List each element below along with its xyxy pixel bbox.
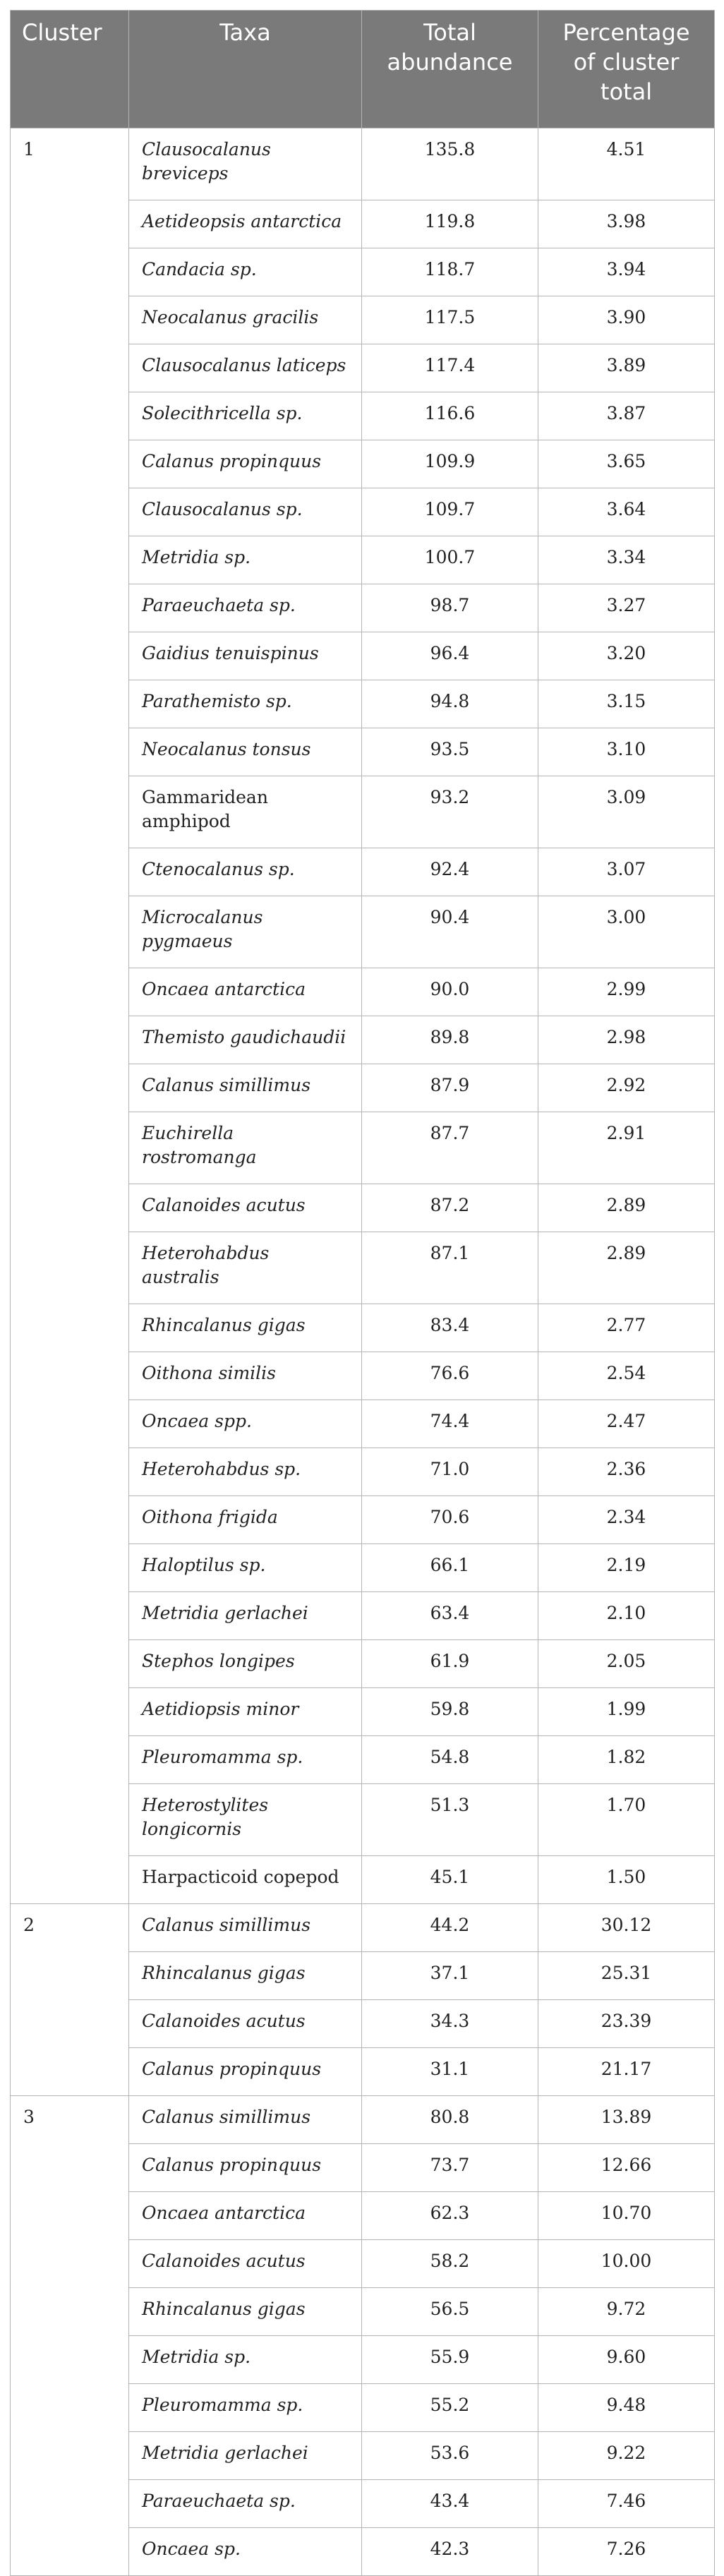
- taxa-name: Parathemisto sp.: [142, 691, 292, 711]
- abundance-cell: 43.4: [362, 2480, 538, 2528]
- taxa-cell: [129, 1232, 362, 1304]
- percentage-cell: 1.82: [538, 1736, 715, 1784]
- taxa-name: Candacia sp.: [142, 259, 257, 279]
- percentage-cell: 1.99: [538, 1688, 715, 1736]
- abundance-cell: 54.8: [362, 1736, 538, 1784]
- taxa-cell: [129, 680, 362, 728]
- percentage-cell: 1.50: [538, 1856, 715, 1904]
- taxa-cell: [129, 2528, 362, 2576]
- percentage-cell: 1.70: [538, 1784, 715, 1856]
- taxa-name: Calanus simillimus: [142, 2107, 311, 2127]
- percentage-cell: 9.48: [538, 2384, 715, 2432]
- abundance-cell: 109.9: [362, 440, 538, 488]
- taxa-name: Ctenocalanus sp.: [142, 859, 295, 879]
- taxa-name: Euchirella rostromanga: [142, 1123, 257, 1167]
- abundance-cell: 92.4: [362, 848, 538, 896]
- taxa-cell: [129, 632, 362, 680]
- percentage-cell: 3.00: [538, 896, 715, 968]
- abundance-cell: 44.2: [362, 1904, 538, 1952]
- taxa-name: Neocalanus gracilis: [142, 307, 319, 327]
- taxa-cell: [129, 440, 362, 488]
- taxa-name: Rhincalanus gigas: [142, 1963, 306, 1983]
- taxa-name: Metridia gerlachei: [142, 1603, 308, 1623]
- abundance-cell: 80.8: [362, 2096, 538, 2144]
- abundance-cell: 74.4: [362, 1400, 538, 1448]
- taxa-name: Heterohabdus australis: [142, 1243, 270, 1287]
- abundance-cell: 87.1: [362, 1232, 538, 1304]
- taxa-name: Neocalanus tonsus: [142, 739, 311, 759]
- taxa-name: Heterostylites longicornis: [142, 1795, 269, 1839]
- taxa-name: Stephos longipes: [142, 1651, 295, 1671]
- percentage-cell: 3.27: [538, 584, 715, 632]
- taxa-cell: [129, 296, 362, 344]
- taxa-name: Aetidiopsis minor: [142, 1699, 299, 1719]
- abundance-cell: 118.7: [362, 248, 538, 296]
- percentage-cell: 3.98: [538, 200, 715, 248]
- abundance-cell: 51.3: [362, 1784, 538, 1856]
- taxa-name: Oncaea spp.: [142, 1411, 252, 1431]
- abundance-cell: 71.0: [362, 1448, 538, 1496]
- abundance-cell: 87.2: [362, 1184, 538, 1232]
- abundance-cell: 93.5: [362, 728, 538, 776]
- percentage-cell: 9.72: [538, 2288, 715, 2336]
- abundance-cell: 34.3: [362, 2000, 538, 2048]
- taxa-name: Themisto gaudichaudii: [142, 1027, 346, 1047]
- taxa-cell: [129, 2240, 362, 2288]
- taxa-name: Clausocalanus laticeps: [142, 355, 346, 375]
- taxa-cell: [129, 584, 362, 632]
- abundance-cell: 61.9: [362, 1640, 538, 1688]
- taxa-cell: [129, 2480, 362, 2528]
- taxa-cell: [129, 2096, 362, 2144]
- taxa-cell: [129, 200, 362, 248]
- taxa-cell: [129, 1112, 362, 1184]
- taxa-cell: [129, 728, 362, 776]
- table-body: [11, 128, 715, 2576]
- taxa-cell: [129, 776, 362, 848]
- percentage-cell: 2.98: [538, 1016, 715, 1064]
- taxa-name: Heterohabdus sp.: [142, 1459, 301, 1479]
- taxa-name: Calanus simillimus: [142, 1075, 311, 1095]
- percentage-cell: 2.34: [538, 1496, 715, 1544]
- percentage-cell: 23.39: [538, 2000, 715, 2048]
- taxa-cell: [129, 1640, 362, 1688]
- table-row: [11, 1904, 715, 1952]
- taxa-cell: [129, 896, 362, 968]
- percentage-cell: 3.89: [538, 344, 715, 392]
- abundance-cell: 100.7: [362, 536, 538, 584]
- cluster-cell: 1: [11, 128, 129, 1904]
- abundance-table: [10, 10, 715, 2576]
- percentage-cell: 25.31: [538, 1952, 715, 2000]
- taxa-cell: [129, 488, 362, 536]
- taxa-cell: [129, 848, 362, 896]
- taxa-cell: [129, 1784, 362, 1856]
- header-taxa: Taxa: [129, 11, 362, 128]
- percentage-cell: 2.19: [538, 1544, 715, 1592]
- taxa-cell: [129, 2432, 362, 2480]
- percentage-cell: 2.89: [538, 1184, 715, 1232]
- percentage-cell: 10.00: [538, 2240, 715, 2288]
- abundance-cell: 76.6: [362, 1352, 538, 1400]
- taxa-cell: [129, 1592, 362, 1640]
- table-container: [10, 10, 714, 2576]
- header-row: [11, 11, 715, 128]
- taxa-cell: [129, 248, 362, 296]
- taxa-cell: [129, 2144, 362, 2192]
- taxa-name: Calanoides acutus: [142, 2011, 306, 2031]
- abundance-cell: 89.8: [362, 1016, 538, 1064]
- taxa-cell: [129, 392, 362, 440]
- taxa-name: Calanoides acutus: [142, 1195, 306, 1215]
- taxa-name: Metridia sp.: [142, 2347, 251, 2367]
- taxa-name: Metridia sp.: [142, 547, 251, 567]
- percentage-cell: 3.65: [538, 440, 715, 488]
- abundance-cell: 55.9: [362, 2336, 538, 2384]
- taxa-name: Paraeuchaeta sp.: [142, 595, 296, 615]
- percentage-cell: 13.89: [538, 2096, 715, 2144]
- taxa-name: Oncaea sp.: [142, 2539, 241, 2559]
- taxa-cell: [129, 2000, 362, 2048]
- taxa-cell: [129, 1496, 362, 1544]
- taxa-cell: [129, 1544, 362, 1592]
- header-percentage: Percentage of cluster total: [538, 11, 715, 128]
- cluster-cell: 3: [11, 2096, 129, 2576]
- percentage-cell: 10.70: [538, 2192, 715, 2240]
- abundance-cell: 37.1: [362, 1952, 538, 2000]
- abundance-cell: 58.2: [362, 2240, 538, 2288]
- abundance-cell: 117.4: [362, 344, 538, 392]
- taxa-name: Oithona similis: [142, 1363, 276, 1383]
- abundance-cell: 83.4: [362, 1304, 538, 1352]
- percentage-cell: 3.90: [538, 296, 715, 344]
- percentage-cell: 7.26: [538, 2528, 715, 2576]
- taxa-name: Paraeuchaeta sp.: [142, 2491, 296, 2511]
- taxa-name: Oithona frigida: [142, 1507, 278, 1527]
- taxa-name: Oncaea antarctica: [142, 979, 306, 999]
- taxa-cell: [129, 1952, 362, 2000]
- percentage-cell: 2.47: [538, 1400, 715, 1448]
- abundance-cell: 98.7: [362, 584, 538, 632]
- taxa-name: Haloptilus sp.: [142, 1555, 266, 1575]
- abundance-cell: 53.6: [362, 2432, 538, 2480]
- taxa-name: Calanoides acutus: [142, 2251, 306, 2271]
- abundance-cell: 62.3: [362, 2192, 538, 2240]
- percentage-cell: 3.10: [538, 728, 715, 776]
- abundance-cell: 135.8: [362, 128, 538, 200]
- abundance-cell: 56.5: [362, 2288, 538, 2336]
- taxa-cell: [129, 344, 362, 392]
- percentage-cell: 2.10: [538, 1592, 715, 1640]
- abundance-cell: 90.0: [362, 968, 538, 1016]
- percentage-cell: 2.99: [538, 968, 715, 1016]
- abundance-cell: 94.8: [362, 680, 538, 728]
- abundance-cell: 93.2: [362, 776, 538, 848]
- abundance-cell: 109.7: [362, 488, 538, 536]
- taxa-name: Rhincalanus gigas: [142, 1315, 306, 1335]
- taxa-cell: [129, 2192, 362, 2240]
- table-row: [11, 128, 715, 200]
- taxa-cell: [129, 2336, 362, 2384]
- abundance-cell: 90.4: [362, 896, 538, 968]
- taxa-cell: [129, 536, 362, 584]
- percentage-cell: 7.46: [538, 2480, 715, 2528]
- percentage-cell: 12.66: [538, 2144, 715, 2192]
- taxa-cell: [129, 1736, 362, 1784]
- percentage-cell: 2.91: [538, 1112, 715, 1184]
- taxa-name: Gaidius tenuispinus: [142, 643, 319, 663]
- taxa-name: Solecithricella sp.: [142, 403, 303, 423]
- abundance-cell: 70.6: [362, 1496, 538, 1544]
- percentage-cell: 3.94: [538, 248, 715, 296]
- percentage-cell: 2.54: [538, 1352, 715, 1400]
- taxa-cell: [129, 968, 362, 1016]
- taxa-name: Calanus propinquus: [142, 2059, 322, 2079]
- percentage-cell: 3.09: [538, 776, 715, 848]
- percentage-cell: 2.92: [538, 1064, 715, 1112]
- taxa-cell: [129, 1184, 362, 1232]
- abundance-cell: 59.8: [362, 1688, 538, 1736]
- taxa-cell: [129, 1856, 362, 1904]
- header-total-abundance: Total abundance: [362, 11, 538, 128]
- taxa-cell: [129, 1400, 362, 1448]
- percentage-cell: 21.17: [538, 2048, 715, 2096]
- percentage-cell: 3.07: [538, 848, 715, 896]
- taxa-name: Clausocalanus breviceps: [142, 139, 271, 183]
- abundance-cell: 66.1: [362, 1544, 538, 1592]
- table-header: [11, 11, 715, 128]
- percentage-cell: 9.60: [538, 2336, 715, 2384]
- taxa-cell: [129, 1688, 362, 1736]
- abundance-cell: 96.4: [362, 632, 538, 680]
- taxa-name: Calanus propinquus: [142, 451, 322, 471]
- abundance-cell: 31.1: [362, 2048, 538, 2096]
- percentage-cell: 2.77: [538, 1304, 715, 1352]
- percentage-cell: 4.51: [538, 128, 715, 200]
- taxa-name: Gammaridean amphipod: [142, 787, 268, 831]
- taxa-name: Pleuromamma sp.: [142, 1747, 303, 1767]
- taxa-cell: [129, 2384, 362, 2432]
- abundance-cell: 42.3: [362, 2528, 538, 2576]
- percentage-cell: 3.20: [538, 632, 715, 680]
- cluster-cell: 2: [11, 1904, 129, 2096]
- taxa-cell: [129, 1304, 362, 1352]
- taxa-name: Calanus simillimus: [142, 1915, 311, 1935]
- percentage-cell: 3.87: [538, 392, 715, 440]
- percentage-cell: 2.36: [538, 1448, 715, 1496]
- taxa-cell: [129, 1064, 362, 1112]
- taxa-cell: [129, 1016, 362, 1064]
- taxa-name: Harpacticoid copepod: [142, 1867, 339, 1887]
- taxa-cell: [129, 2288, 362, 2336]
- taxa-cell: [129, 1448, 362, 1496]
- taxa-name: Oncaea antarctica: [142, 2203, 306, 2223]
- percentage-cell: 9.22: [538, 2432, 715, 2480]
- percentage-cell: 3.34: [538, 536, 715, 584]
- taxa-cell: [129, 1352, 362, 1400]
- header-cluster: Cluster: [11, 11, 129, 128]
- abundance-cell: 87.9: [362, 1064, 538, 1112]
- taxa-cell: [129, 128, 362, 200]
- taxa-name: Aetideopsis antarctica: [142, 211, 342, 231]
- table-row: [11, 2096, 715, 2144]
- abundance-cell: 87.7: [362, 1112, 538, 1184]
- taxa-name: Clausocalanus sp.: [142, 499, 303, 519]
- abundance-cell: 45.1: [362, 1856, 538, 1904]
- taxa-name: Pleuromamma sp.: [142, 2395, 303, 2415]
- percentage-cell: 3.15: [538, 680, 715, 728]
- taxa-name: Metridia gerlachei: [142, 2443, 308, 2463]
- abundance-cell: 63.4: [362, 1592, 538, 1640]
- percentage-cell: 30.12: [538, 1904, 715, 1952]
- percentage-cell: 2.05: [538, 1640, 715, 1688]
- percentage-cell: 2.89: [538, 1232, 715, 1304]
- abundance-cell: 55.2: [362, 2384, 538, 2432]
- taxa-name: Microcalanus pygmaeus: [142, 907, 263, 951]
- abundance-cell: 73.7: [362, 2144, 538, 2192]
- taxa-cell: [129, 2048, 362, 2096]
- abundance-cell: 116.6: [362, 392, 538, 440]
- taxa-name: Rhincalanus gigas: [142, 2299, 306, 2319]
- abundance-cell: 117.5: [362, 296, 538, 344]
- taxa-name: Calanus propinquus: [142, 2155, 322, 2175]
- abundance-cell: 119.8: [362, 200, 538, 248]
- taxa-cell: [129, 1904, 362, 1952]
- percentage-cell: 3.64: [538, 488, 715, 536]
